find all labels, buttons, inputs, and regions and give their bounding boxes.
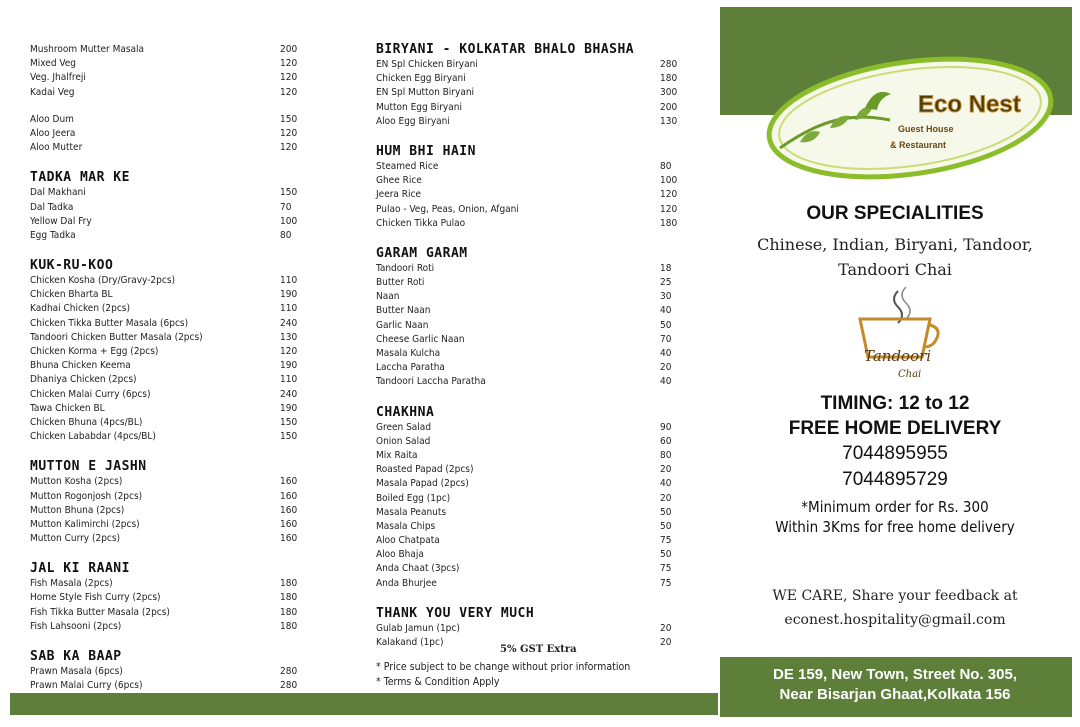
- menu-item-name: Mutton Egg Biryani: [376, 101, 462, 113]
- menu-item-name: Onion Salad: [376, 435, 431, 447]
- menu-item: [30, 345, 330, 359]
- menu-item: [30, 490, 330, 504]
- eco-nest-logo: [760, 50, 1060, 186]
- menu-item: [30, 141, 330, 155]
- menu-item: [376, 290, 706, 304]
- menu-section-title: BIRYANI - KOLKATAR BHALO BHASHA: [376, 42, 635, 57]
- address-line-1: DE 159, New Town, Street No. 305,: [773, 666, 1017, 683]
- menu-item-name: Egg Tadka: [30, 229, 76, 241]
- menu-item-price: 150: [280, 187, 298, 199]
- menu-item: [376, 319, 706, 333]
- menu-item: [30, 591, 330, 605]
- menu-section: [376, 41, 706, 129]
- menu-item-price: 40: [660, 305, 672, 317]
- menu-item-price: 120: [280, 127, 298, 139]
- menu-item-price: 80: [660, 449, 672, 461]
- menu-item-name: Aloo Mutter: [30, 142, 83, 154]
- menu-item: [30, 679, 330, 693]
- menu-section-title: HUM BHI HAIN: [376, 143, 476, 159]
- menu-item: [376, 188, 706, 202]
- menu-item-price: 75: [660, 563, 672, 575]
- menu-item-name: Mutton Kalimirchi (2pcs): [30, 518, 140, 530]
- menu-item-name: Mutton Rogonjosh (2pcs): [30, 490, 143, 502]
- menu-item-price: 100: [280, 215, 298, 227]
- menu-item-name: Green Salad: [376, 421, 432, 433]
- menu-section-title: THANK YOU VERY MUCH: [376, 605, 535, 621]
- menu-item-name: Jeera Rice: [376, 189, 422, 201]
- menu-column-middle: [376, 41, 706, 650]
- menu-item-name: Mutton Bhuna (2pcs): [30, 504, 125, 516]
- menu-section: [376, 143, 706, 231]
- menu-item: [30, 416, 330, 430]
- menu-item-name: Steamed Rice: [376, 160, 439, 172]
- menu-item: [30, 402, 330, 416]
- phone-2[interactable]: 7044895729: [842, 469, 948, 490]
- menu-item-name: Chicken Bharta BL: [30, 289, 113, 301]
- gst-note: 5% GST Extra: [500, 644, 577, 655]
- specialities-heading: OUR SPECIALITIES: [806, 203, 984, 224]
- menu-item-name: Bhuna Chicken Keema: [30, 360, 131, 372]
- menu-item-name: Prawn Masala (6pcs): [30, 666, 123, 677]
- menu-item-price: 190: [280, 289, 298, 301]
- menu-item: [376, 577, 706, 591]
- menu-item-name: Dal Makhani: [30, 187, 86, 199]
- menu-section-title: SAB KA BAAP: [30, 649, 122, 664]
- brand-tagline-1: Guest House: [898, 124, 954, 134]
- menu-item-price: 60: [660, 435, 672, 447]
- menu-item: [30, 302, 330, 316]
- menu-item-name: Chicken Tikka Butter Masala (6pcs): [30, 317, 189, 329]
- menu-item-name: EN Spl Mutton Biryani: [376, 87, 475, 99]
- menu-item: [30, 388, 330, 402]
- menu-item-price: 120: [280, 86, 298, 98]
- menu-item: [30, 288, 330, 302]
- menu-item-name: Kalakand (1pc): [376, 637, 444, 648]
- menu-item-price: 200: [660, 101, 678, 113]
- menu-item-price: 20: [660, 637, 672, 648]
- menu-item-price: 20: [660, 362, 672, 374]
- menu-item-price: 120: [280, 72, 298, 84]
- menu-item-price: 110: [280, 275, 298, 287]
- menu-item-price: 150: [280, 416, 298, 428]
- menu-section-title: TADKA MAR KE: [30, 170, 130, 186]
- address-line-2: Near Bisarjan Ghaat,Kolkata 156: [779, 686, 1011, 703]
- menu-item: [376, 520, 706, 534]
- menu-item-price: 180: [660, 73, 678, 85]
- menu-item-name: Chicken Egg Biryani: [376, 73, 466, 85]
- menu-item: [376, 562, 706, 576]
- menu-item: [376, 463, 706, 477]
- menu-item-price: 30: [660, 291, 672, 303]
- menu-item: [30, 186, 330, 200]
- menu-item-name: Boiled Egg (1pc): [376, 492, 451, 504]
- menu-item-price: 180: [280, 620, 298, 632]
- menu-item: [30, 606, 330, 620]
- menu-item: [30, 201, 330, 215]
- menu-section-title: KUK-RU-KOO: [30, 258, 114, 274]
- menu-item: [30, 475, 330, 489]
- menu-item: [376, 622, 706, 636]
- menu-item: [30, 532, 330, 546]
- menu-item-price: 50: [660, 506, 672, 518]
- menu-item: [376, 435, 706, 449]
- menu-item-name: EN Spl Chicken Biryani: [376, 59, 478, 70]
- menu-item-price: 120: [660, 189, 678, 201]
- menu-item: [30, 57, 330, 71]
- menu-item: [376, 174, 706, 188]
- menu-item-name: Masala Peanuts: [376, 506, 447, 518]
- menu-item-name: Aloo Egg Biryani: [376, 115, 450, 127]
- bottom-left-band: [10, 693, 718, 715]
- menu-item-price: 70: [660, 333, 672, 345]
- phone-1[interactable]: 7044895955: [842, 443, 948, 464]
- menu-item-name: Laccha Paratha: [376, 362, 445, 374]
- menu-item: [376, 421, 706, 435]
- tandoori-chai-logo: [850, 285, 950, 385]
- menu-item-price: 160: [280, 518, 298, 530]
- menu-item-name: Fish Tikka Butter Masala (2pcs): [30, 606, 170, 618]
- menu-item-price: 40: [660, 376, 672, 388]
- menu-item-name: Cheese Garlic Naan: [376, 333, 465, 345]
- menu-item-name: Chicken Korma + Egg (2pcs): [30, 346, 159, 357]
- menu-item-price: 40: [660, 348, 672, 359]
- menu-item: [376, 276, 706, 290]
- menu-item-name: Aloo Bhaja: [376, 549, 424, 561]
- menu-item: [376, 477, 706, 491]
- menu-section: [30, 43, 330, 100]
- menu-item-name: Mixed Veg: [30, 58, 77, 70]
- menu-item-price: 160: [280, 490, 298, 502]
- menu-item: [376, 347, 706, 361]
- menu-section: [376, 245, 706, 390]
- menu-item-price: 160: [280, 504, 298, 516]
- menu-item-price: 120: [280, 142, 298, 154]
- menu-item-name: Garlic Naan: [376, 319, 429, 331]
- menu-item-price: 75: [660, 577, 672, 589]
- menu-item-price: 240: [280, 317, 298, 329]
- menu-item: [30, 577, 330, 591]
- menu-item-name: Fish Masala (2pcs): [30, 578, 113, 590]
- menu-item-price: 40: [660, 478, 672, 490]
- menu-item: [30, 113, 330, 127]
- menu-item: [376, 449, 706, 463]
- menu-item-name: Anda Chaat (3pcs): [376, 563, 460, 575]
- menu-item-price: 150: [280, 431, 298, 443]
- menu-item-price: 25: [660, 277, 672, 289]
- menu-item-price: 300: [660, 87, 678, 99]
- menu-item-price: 280: [280, 666, 298, 677]
- menu-item-price: 80: [660, 160, 672, 172]
- menu-item-name: Chicken Lababdar (4pcs/BL): [30, 431, 156, 443]
- feedback-text: WE CARE, Share your feedback at: [772, 588, 1018, 604]
- menu-item: [30, 430, 330, 444]
- menu-section: [376, 404, 706, 591]
- menu-item: [30, 127, 330, 141]
- menu-item-name: Masala Chips: [376, 520, 436, 532]
- menu-item-name: Kadai Veg: [30, 86, 75, 98]
- menu-item-name: Yellow Dal Fry: [30, 215, 92, 227]
- menu-item: [376, 86, 706, 100]
- menu-item-price: 130: [280, 331, 298, 343]
- menu-item: [30, 274, 330, 288]
- menu-item-price: 180: [280, 606, 298, 618]
- menu-item: [376, 160, 706, 174]
- menu-item: [376, 217, 706, 231]
- menu-item-name: Dal Tadka: [30, 201, 74, 213]
- menu-item: [30, 518, 330, 532]
- delivery-text: FREE HOME DELIVERY: [788, 418, 1002, 439]
- menu-section: [30, 458, 330, 546]
- specialities-line-1: Chinese, Indian, Biryani, Tandoor,: [757, 235, 1033, 254]
- menu-item-price: 180: [280, 592, 298, 604]
- menu-item: [30, 620, 330, 634]
- menu-item-name: Roasted Papad (2pcs): [376, 464, 474, 476]
- menu-item: [376, 262, 706, 276]
- menu-item-price: 120: [280, 346, 298, 357]
- menu-section-title: JAL KI RAANI: [30, 561, 130, 577]
- menu-item-name: Masala Kulcha: [376, 348, 441, 359]
- chai-logo-word-2: Chai: [898, 369, 922, 380]
- menu-item-name: Masala Papad (2pcs): [376, 478, 469, 490]
- menu-item-name: Aloo Chatpata: [376, 535, 440, 547]
- menu-item-name: Mutton Curry (2pcs): [30, 533, 121, 545]
- menu-section: [30, 113, 330, 156]
- menu-item-name: Tandoori Chicken Butter Masala (2pcs): [30, 331, 203, 343]
- menu-item-name: Chicken Tikka Pulao: [376, 217, 466, 229]
- menu-item-name: Kadhai Chicken (2pcs): [30, 303, 130, 315]
- menu-item-price: 160: [280, 533, 298, 545]
- menu-item: [30, 71, 330, 85]
- feedback-email[interactable]: econest.hospitality@gmail.com: [784, 612, 1006, 628]
- menu-item-price: 50: [660, 549, 672, 561]
- menu-section-title: CHAKHNA: [376, 404, 435, 420]
- menu-item: [376, 534, 706, 548]
- menu-item-price: 240: [280, 388, 298, 400]
- menu-item-name: Tandoori Laccha Paratha: [376, 376, 486, 388]
- menu-item-price: 190: [280, 402, 298, 414]
- delivery-range-note: Within 3Kms for free home delivery: [775, 518, 1015, 536]
- menu-item-price: 180: [280, 578, 298, 590]
- menu-item-name: Butter Roti: [376, 277, 425, 289]
- menu-section-title: MUTTON E JASHN: [30, 459, 147, 475]
- menu-item-name: Naan: [376, 291, 400, 303]
- menu-item-name: Prawn Malai Curry (6pcs): [30, 680, 143, 692]
- menu-item-name: Aloo Jeera: [30, 127, 76, 139]
- menu-column-left: [30, 43, 330, 693]
- menu-item-name: Chicken Kosha (Dry/Gravy-2pcs): [30, 275, 176, 287]
- menu-item-name: Mutton Kosha (2pcs): [30, 476, 123, 488]
- menu-item-price: 280: [660, 59, 678, 70]
- menu-item-name: Butter Naan: [376, 305, 431, 317]
- menu-item: [376, 115, 706, 129]
- terms-note: * Terms & Condition Apply: [376, 676, 500, 688]
- menu-item: [376, 203, 706, 217]
- menu-item: [376, 304, 706, 318]
- menu-item-name: Veg. Jhalfreji: [30, 72, 86, 84]
- menu-item: [376, 506, 706, 520]
- min-order-note: *Minimum order for Rs. 300: [801, 498, 989, 516]
- chai-logo-word-1: Tandoori: [864, 347, 932, 365]
- menu-section-title: GARAM GARAM: [376, 245, 468, 261]
- menu-section: [30, 648, 330, 693]
- menu-item-price: 120: [280, 58, 298, 70]
- menu-item-price: 70: [280, 201, 292, 213]
- menu-section: [30, 169, 330, 243]
- menu-item: [30, 665, 330, 679]
- menu-item-price: 200: [280, 44, 298, 55]
- menu-item-name: Home Style Fish Curry (2pcs): [30, 592, 161, 604]
- price-note: * Price subject to be change without prior information: [376, 661, 631, 673]
- menu-item-price: 150: [280, 113, 298, 125]
- menu-item: [30, 86, 330, 100]
- menu-item-price: 190: [280, 360, 298, 372]
- menu-item-price: 20: [660, 492, 672, 504]
- menu-item-price: 50: [660, 520, 672, 532]
- brand-name: Eco Nest: [918, 91, 1021, 118]
- menu-item-price: 90: [660, 421, 672, 433]
- info-panel: [720, 0, 1080, 727]
- menu-item-price: 80: [280, 229, 292, 241]
- menu-section: [30, 257, 330, 444]
- menu-item-name: Mix Raita: [376, 449, 418, 461]
- menu-item-name: Aloo Dum: [30, 113, 74, 125]
- menu-item-name: Fish Lahsooni (2pcs): [30, 620, 122, 632]
- menu-item-price: 20: [660, 464, 672, 476]
- menu-item-price: 110: [280, 303, 298, 315]
- menu-item: [30, 43, 330, 57]
- menu-item-name: Gulab Jamun (1pc): [376, 622, 460, 634]
- menu-item-price: 160: [280, 476, 298, 488]
- menu-item-name: Anda Bhurjee: [376, 577, 437, 589]
- menu-item-name: Ghee Rice: [376, 175, 422, 187]
- menu-item: [30, 317, 330, 331]
- menu-item-price: 130: [660, 115, 678, 127]
- menu-item-price: 18: [660, 262, 672, 274]
- menu-item: [376, 333, 706, 347]
- menu-item-price: 120: [660, 203, 678, 215]
- menu-item-price: 110: [280, 374, 298, 386]
- menu-item: [30, 229, 330, 243]
- menu-item: [376, 58, 706, 72]
- timing-text: TIMING: 12 to 12: [820, 393, 970, 414]
- menu-item: [30, 504, 330, 518]
- brand-tagline-2: & Restaurant: [890, 140, 947, 150]
- menu-item-price: 75: [660, 535, 672, 547]
- menu-item: [376, 101, 706, 115]
- menu-item-price: 100: [660, 175, 678, 187]
- menu-item-price: 20: [660, 622, 672, 634]
- menu-item-name: Tawa Chicken BL: [30, 402, 105, 414]
- menu-item-price: 280: [280, 680, 298, 692]
- menu-item-price: 180: [660, 217, 678, 229]
- menu-item: [30, 331, 330, 345]
- menu-item-price: 50: [660, 319, 672, 331]
- menu-item: [376, 361, 706, 375]
- menu-item-name: Mushroom Mutter Masala: [30, 44, 145, 55]
- menu-item: [30, 373, 330, 387]
- menu-item: [376, 72, 706, 86]
- menu-item-name: Tandoori Roti: [376, 262, 435, 274]
- menu-item: [376, 375, 706, 389]
- menu-item-name: Chicken Malai Curry (6pcs): [30, 388, 151, 400]
- menu-item: [30, 215, 330, 229]
- menu-item-name: Pulao - Veg, Peas, Onion, Afgani: [376, 203, 519, 215]
- menu-item-name: Chicken Bhuna (4pcs/BL): [30, 416, 143, 428]
- menu-item: [376, 492, 706, 506]
- menu-item-name: Dhaniya Chicken (2pcs): [30, 374, 137, 386]
- menu-section: [30, 560, 330, 634]
- specialities-line-2: Tandoori Chai: [838, 260, 952, 279]
- menu-item: [30, 359, 330, 373]
- menu-item: [376, 548, 706, 562]
